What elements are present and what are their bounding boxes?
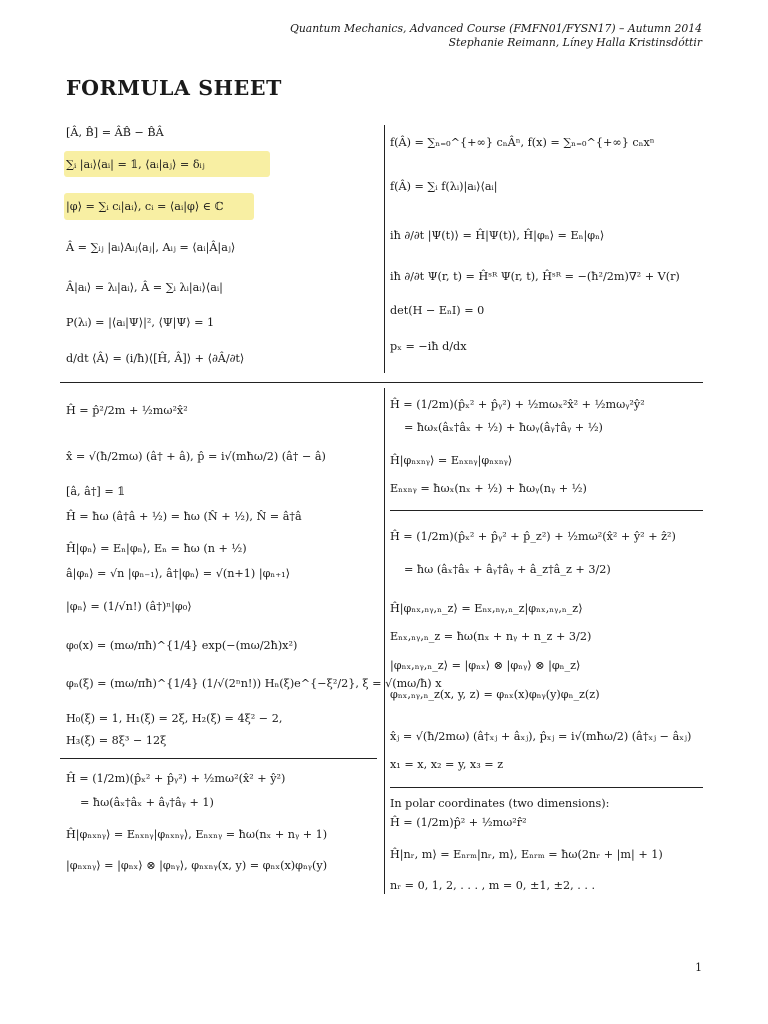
osc1d-hamiltonian: Ĥ = p̂²/2m + ½mω²x̂² <box>66 404 188 417</box>
operator-function-formula: f(Â) = ∑ₙ₌₀^{+∞} cₙÂⁿ, f(x) = ∑ₙ₌₀^{+∞} cₙxⁿ <box>390 136 655 149</box>
osc3d-eigen-equation: Ĥ|φₙₓ,ₙᵧ,ₙ_z⟩ = Eₙₓ,ₙᵧ,ₙ_z|φₙₓ,ₙᵧ,ₙ_z⟩ <box>390 602 583 615</box>
osc2d-hamiltonian-ladder: = ħω(âₓ†âₓ + âᵧ†âᵧ + 1) <box>80 796 214 809</box>
section-divider-right-2 <box>390 787 703 788</box>
polar-hamiltonian: Ĥ = (1/2m)p̂² + ½mω²r̂² <box>390 816 527 829</box>
osc3d-wavefunction: φₙₓ,ₙᵧ,ₙ_z(x, y, z) = φₙₓ(x)φₙᵧ(y)φₙ_z(z) <box>390 688 600 701</box>
section-divider-top <box>60 382 703 383</box>
osc3d-energy: Eₙₓ,ₙᵧ,ₙ_z = ħω(nₓ + nᵧ + n_z + 3/2) <box>390 630 592 643</box>
header-course: Quantum Mechanics, Advanced Course (FMFN01/FYSN17) – Autumn 2014 <box>289 22 702 35</box>
eigenvalue-formula: Â|aᵢ⟩ = λᵢ|aᵢ⟩, Â = ∑ᵢ λᵢ|aᵢ⟩⟨aᵢ| <box>66 281 223 294</box>
osc1d-ladder-action: â|φₙ⟩ = √n |φₙ₋₁⟩, â†|φₙ⟩ = √(n+1) |φₙ₊₁⟩ <box>66 567 291 580</box>
spectral-function-formula: f(Â) = ∑ᵢ f(λᵢ)|aᵢ⟩⟨aᵢ| <box>390 180 498 193</box>
section-divider-left <box>60 758 377 759</box>
column-divider-top <box>384 125 385 373</box>
polar-heading: In polar coordinates (two dimensions): <box>390 797 610 810</box>
column-divider-bottom <box>384 388 385 894</box>
polar-energy: Ĥ|nᵣ, m⟩ = Eₙᵣₘ|nᵣ, m⟩, Eₙᵣₘ = ħω(2nᵣ + |m| + 1) <box>390 848 663 861</box>
expansion-formula: |φ⟩ = ∑ᵢ cᵢ|aᵢ⟩, cᵢ = ⟨aᵢ|φ⟩ ∈ ℂ <box>66 200 224 213</box>
commutator-formula: [Â, B̂] = ÂB̂ − B̂Â <box>66 126 164 139</box>
osc3d-position-momentum: x̂ⱼ = √(ħ/2mω) (â†ₓⱼ + âₓⱼ), p̂ₓⱼ = i√(mħω/2) (â†ₓⱼ − âₓⱼ) <box>390 730 692 743</box>
aniso-eigen-equation: Ĥ|φₙₓₙᵧ⟩ = Eₙₓₙᵧ|φₙₓₙᵧ⟩ <box>390 454 513 467</box>
osc2d-hamiltonian: Ĥ = (1/2m)(p̂ₓ² + p̂ᵧ²) + ½mω²(x̂² + ŷ²) <box>66 772 286 785</box>
osc2d-product-state: |φₙₓₙᵧ⟩ = |φₙₓ⟩ ⊗ |φₙᵧ⟩, φₙₓₙᵧ(x, y) = φₙₓ(x)φₙᵧ(y) <box>66 859 328 872</box>
aniso-energy: Eₙₓₙᵧ = ħωₓ(nₓ + ½) + ħωᵧ(nᵧ + ½) <box>390 482 587 495</box>
polar-quantum-numbers: nᵣ = 0, 1, 2, . . . , m = 0, ±1, ±2, . . . <box>390 879 596 892</box>
page-number: 1 <box>695 961 702 974</box>
osc1d-ladder-ops: x̂ = √(ħ/2mω) (â† + â), p̂ = i√(mħω/2) (â† − â) <box>66 450 326 463</box>
header-authors: Stephanie Reimann, Líney Halla Kristinsdóttir <box>448 36 702 49</box>
osc1d-commutator: [â, â†] = 𝟙 <box>66 485 126 498</box>
osc1d-wavefunction: φₙ(ξ) = (mω/πħ)^{1/4} (1/√(2ⁿn!)) Hₙ(ξ)e^{−ξ²/2}, ξ = √(mω/ħ) x <box>66 677 442 690</box>
operator-matrix-formula: Â = ∑ᵢⱼ |aᵢ⟩Aᵢⱼ⟨aⱼ|, Aᵢⱼ = ⟨aᵢ|Â|aⱼ⟩ <box>66 241 236 254</box>
osc1d-number-op: Ĥ = ħω (â†â + ½) = ħω (N̂ + ½), N̂ = â†â <box>66 510 302 523</box>
osc1d-energy: Ĥ|φₙ⟩ = Eₙ|φₙ⟩, Eₙ = ħω (n + ½) <box>66 542 247 555</box>
schrodinger-position-formula: iħ ∂/∂t Ψ(r, t) = Ĥˢᴿ Ψ(r, t), Ĥˢᴿ = −(ħ²/2m)∇² + V(r) <box>390 270 680 283</box>
osc1d-state: |φₙ⟩ = (1/√n!) (â†)ⁿ|φ₀⟩ <box>66 600 192 613</box>
probability-formula: P(λᵢ) = |⟨aᵢ|Ψ⟩|², ⟨Ψ|Ψ⟩ = 1 <box>66 316 215 329</box>
osc3d-hamiltonian: Ĥ = (1/2m)(p̂ₓ² + p̂ᵧ² + p̂_z²) + ½mω²(x̂² + ŷ² + ẑ²) <box>390 530 676 543</box>
aniso-hamiltonian: Ĥ = (1/2m)(p̂ₓ² + p̂ᵧ²) + ½mωₓ²x̂² + ½mωᵧ²ŷ² <box>390 398 645 411</box>
secular-equation: det(H − EₙI) = 0 <box>390 304 485 317</box>
hermite-polynomials: H₀(ξ) = 1, H₁(ξ) = 2ξ, H₂(ξ) = 4ξ² − 2, <box>66 712 283 725</box>
completeness-formula: ∑ᵢ |aᵢ⟩⟨aᵢ| = 𝟙, ⟨aᵢ|aⱼ⟩ = δᵢⱼ <box>66 158 205 171</box>
momentum-operator-formula: pₓ = −iħ d/dx <box>390 340 467 353</box>
osc1d-ground-wavefunction: φ₀(x) = (mω/πħ)^{1/4} exp(−(mω/2ħ)x²) <box>66 639 298 652</box>
osc3d-product-state: |φₙₓ,ₙᵧ,ₙ_z⟩ = |φₙₓ⟩ ⊗ |φₙᵧ⟩ ⊗ |φₙ_z⟩ <box>390 659 581 672</box>
schrodinger-formula: iħ ∂/∂t |Ψ(t)⟩ = Ĥ|Ψ(t)⟩, Ĥ|φₙ⟩ = Eₙ|φₙ⟩ <box>390 229 605 242</box>
osc3d-coordinates: x₁ = x, x₂ = y, x₃ = z <box>390 758 504 771</box>
ehrenfest-formula: d/dt ⟨Â⟩ = (i/ħ)⟨[Ĥ, Â]⟩ + ⟨∂Â/∂t⟩ <box>66 352 245 365</box>
aniso-hamiltonian-ladder: = ħωₓ(âₓ†âₓ + ½) + ħωᵧ(âᵧ†âᵧ + ½) <box>404 421 603 434</box>
page-title: FORMULA SHEET <box>66 76 282 100</box>
osc3d-hamiltonian-ladder: = ħω (âₓ†âₓ + âᵧ†âᵧ + â_z†â_z + 3/2) <box>404 563 611 576</box>
section-divider-right-1 <box>390 510 703 511</box>
osc2d-energy: Ĥ|φₙₓₙᵧ⟩ = Eₙₓₙᵧ|φₙₓₙᵧ⟩, Eₙₓₙᵧ = ħω(nₓ + nᵧ + 1) <box>66 828 328 841</box>
hermite-polynomial-3: H₃(ξ) = 8ξ³ − 12ξ <box>66 734 167 747</box>
